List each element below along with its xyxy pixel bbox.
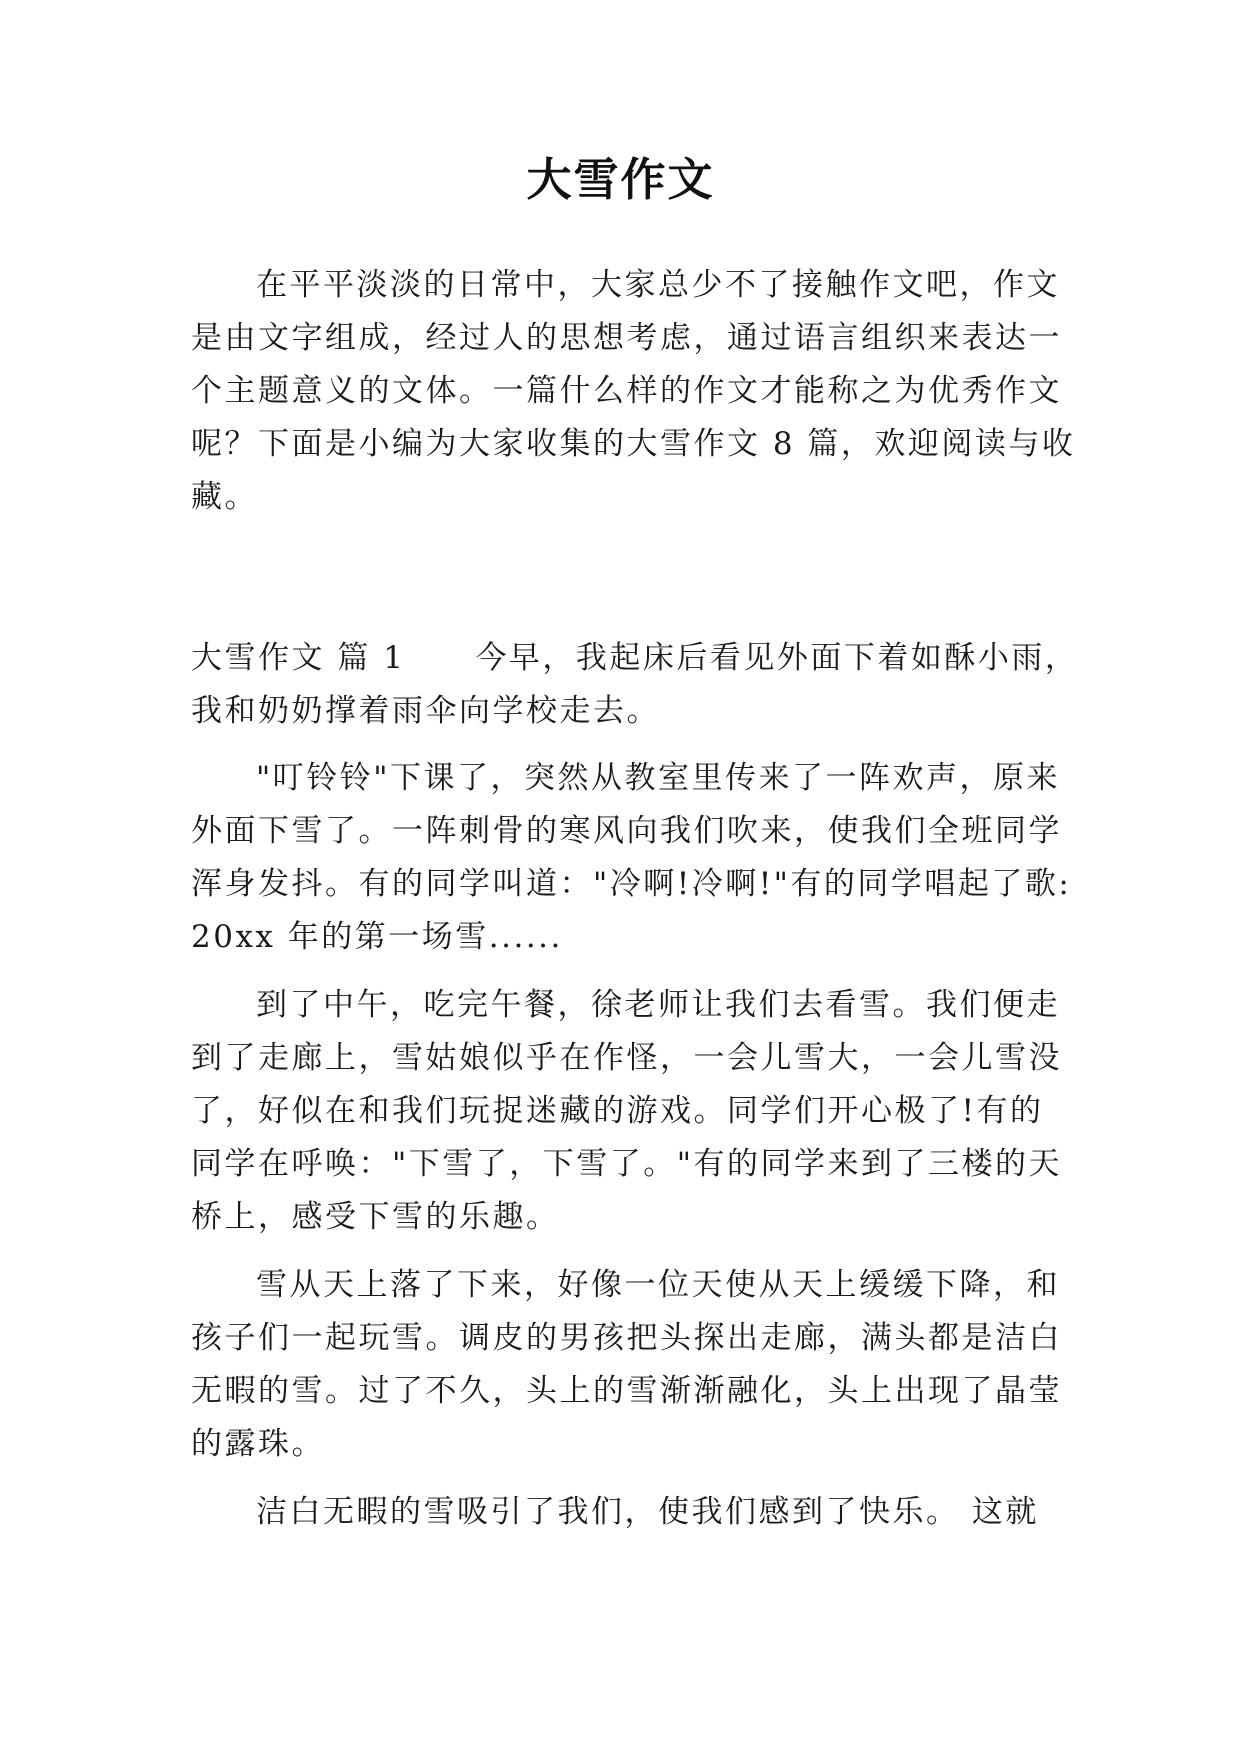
page-title: 大雪作文 xyxy=(526,153,715,206)
paragraph-5-line-1: 洁白无暇的雪吸引了我们，使我们感到了快乐。 这就 xyxy=(256,1494,1039,1530)
paragraph-2-line-2: 外面下雪了。一阵刺骨的寒风向我们吹来，使我们全班同学 xyxy=(191,813,1062,849)
paragraph-3-line-1: 到了中午，吃完午餐，徐老师让我们去看雪。我们便走 xyxy=(256,987,1060,1023)
intro-line-3: 个主题意义的文体。一篇什么样的作文才能称之为优秀作文 xyxy=(191,373,1062,409)
paragraph-2-line-3: 浑身发抖。有的同学叫道："冷啊!冷啊!"有的同学唱起了歌: xyxy=(191,866,1072,902)
intro-line-1: 在平平淡淡的日常中，大家总少不了接触作文吧，作文 xyxy=(256,267,1060,303)
section-1-line-2: 我和奶奶撑着雨伞向学校走去。 xyxy=(191,693,660,729)
intro-line-4: 呢？下面是小编为大家收集的大雪作文 8 篇，欢迎阅读与收 xyxy=(191,426,1076,462)
paragraph-4-line-4: 的露珠。 xyxy=(191,1426,325,1462)
intro-line-2: 是由文字组成，经过人的思想考虑，通过语言组织来表达一 xyxy=(191,320,1062,356)
paragraph-4-line-2: 孩子们一起玩雪。调皮的男孩把头探出走廊，满头都是洁白 xyxy=(191,1320,1062,1356)
paragraph-3-line-5: 桥上，感受下雪的乐趣。 xyxy=(191,1199,560,1235)
paragraph-2-line-4: 20xx 年的第一场雪...... xyxy=(191,919,563,955)
paragraph-4-line-1: 雪从天上落了下来，好像一位天使从天上缓缓下降，和 xyxy=(256,1267,1060,1303)
intro-line-5: 藏。 xyxy=(191,479,258,515)
paragraph-3-line-3: 了，好似在和我们玩捉迷藏的游戏。同学们开心极了!有的 xyxy=(191,1093,1044,1129)
section-1-first-line-text: 今早，我起床后看见外面下着如酥小雨， xyxy=(475,640,1079,676)
paragraph-4-line-3: 无暇的雪。过了不久，头上的雪渐渐融化，头上出现了晶莹 xyxy=(191,1373,1062,1409)
paragraph-3-line-4: 同学在呼唤："下雪了，下雪了。"有的同学来到了三楼的天 xyxy=(191,1146,1063,1182)
section-1-first-line xyxy=(191,638,1079,678)
paragraph-2-line-1: "叮铃铃"下课了，突然从教室里传来了一阵欢声，原来 xyxy=(256,760,1061,796)
section-1-heading: 大雪作文 篇 1 xyxy=(191,640,406,676)
paragraph-3-line-2: 到了走廊上，雪姑娘似乎在作怪，一会儿雪大，一会儿雪没 xyxy=(191,1040,1062,1076)
